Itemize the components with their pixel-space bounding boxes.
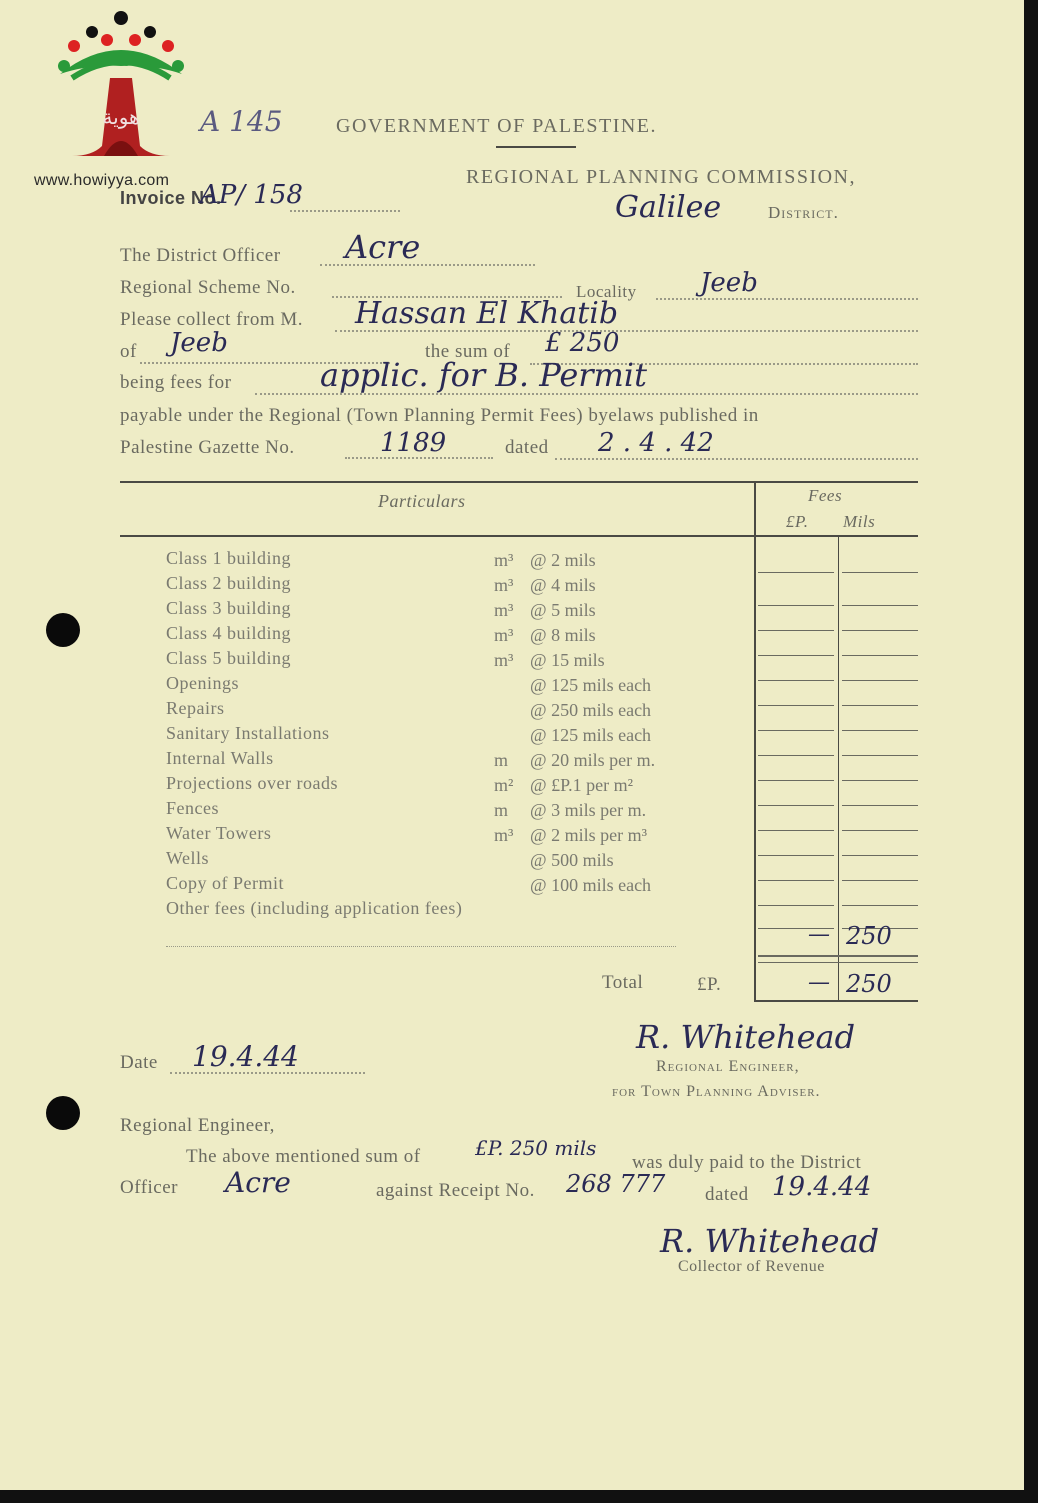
officer-label: Officer (120, 1177, 179, 1198)
fee-cell-line (758, 855, 834, 856)
fee-row-label: Other fees (including application fees) (166, 898, 463, 918)
fee-cell-line (758, 805, 834, 806)
fee-cell-line (758, 780, 834, 781)
dotted-line (555, 458, 918, 460)
scan-border-right (1024, 0, 1038, 1503)
officer-value: Acre (225, 1166, 291, 1199)
fee-row-label: Class 5 building (166, 648, 292, 668)
gazette-label: Palestine Gazette No. (120, 437, 295, 458)
fee-row-rate: @ 500 mils (530, 850, 614, 870)
lp-column-header: £P. (786, 512, 809, 531)
engineer-for-text: for Town Planning Adviser. (612, 1083, 821, 1100)
fee-row-unit: m³ (494, 600, 514, 620)
fee-row-label: Copy of Permit (166, 873, 284, 893)
fee-cell-line (842, 805, 918, 806)
engineer-signature: R. Whitehead (636, 1018, 856, 1056)
fee-row-rate: @ 5 mils (530, 600, 596, 620)
fee-cell-line (758, 655, 834, 656)
receipt-label: against Receipt No. (376, 1180, 535, 1201)
paid-sum-value: £P. 250 mils (475, 1136, 597, 1160)
other-fees-dotted-line (166, 946, 676, 947)
fee-row-rate: @ 100 mils each (530, 875, 652, 895)
archive-reference: A 145 (200, 105, 283, 138)
total-bottom-rule (754, 1000, 918, 1002)
district-officer-label: The District Officer (120, 245, 281, 266)
fee-row-unit: m (494, 750, 509, 770)
locality-label: Locality (576, 282, 637, 301)
being-fees-label: being fees for (120, 372, 232, 393)
commission-title: REGIONAL PLANNING COMMISSION, (466, 166, 856, 188)
fee-cell-line (842, 880, 918, 881)
fee-row-rate: @ £P.1 per m² (530, 775, 633, 795)
fee-cell-line (842, 680, 918, 681)
punch-hole (46, 613, 80, 647)
fee-row-unit: m (494, 800, 509, 820)
receipt-dated-label: dated (705, 1184, 749, 1205)
fee-cell-line (758, 955, 918, 957)
fee-cell-line (842, 705, 918, 706)
fee-cell-line (842, 755, 918, 756)
total-mils: 250 (846, 970, 892, 998)
fee-row-rate: @ 20 mils per m. (530, 750, 656, 770)
scan-border-bottom (0, 1490, 1038, 1503)
fee-row-label: Projections over roads (166, 773, 338, 793)
fee-row-label: Sanitary Installations (166, 723, 330, 743)
fee-cell-line (758, 880, 834, 881)
fee-row-unit: m³ (494, 825, 514, 845)
fee-row-label: Class 4 building (166, 623, 292, 643)
fee-cell-line (758, 605, 834, 606)
invoice-label: Invoice No. (120, 188, 222, 208)
title-underline (496, 146, 576, 148)
payable-text: payable under the Regional (Town Planning Permit Fees) byelaws published in (120, 405, 759, 426)
dotted-line (656, 298, 918, 300)
fee-row-unit: m³ (494, 550, 514, 570)
fees-header: Fees (808, 486, 843, 505)
dotted-line (290, 210, 400, 212)
fee-row-unit: m³ (494, 625, 514, 645)
fee-row-rate: @ 2 mils (530, 550, 596, 570)
fees-column-divider (754, 481, 756, 1002)
table-top-rule (120, 481, 918, 483)
invoice-number: AP/ 158 (200, 180, 303, 210)
fee-cell-line (758, 572, 834, 573)
of-value: Jeeb (170, 328, 228, 358)
total-label: Total (602, 972, 644, 993)
fee-cell-line (842, 630, 918, 631)
fee-row-label: Class 2 building (166, 573, 292, 593)
collector-title: Collector of Revenue (678, 1258, 825, 1275)
being-fees-value: applic. for B. Permit (320, 356, 647, 394)
other-fees-mils: 250 (846, 922, 892, 950)
fee-row-label: Class 3 building (166, 598, 292, 618)
sum-label: the sum of (425, 341, 511, 362)
gazette-date: 2 . 4 . 42 (598, 428, 714, 458)
paid-text-end: was duly paid to the District (632, 1152, 862, 1173)
fee-cell-line (758, 630, 834, 631)
dotted-line (170, 1072, 365, 1074)
dotted-line (345, 457, 493, 459)
collect-from-value: Hassan El Khatib (355, 296, 619, 331)
fee-row-unit: m² (494, 775, 514, 795)
fee-cell-line (842, 905, 918, 906)
paid-text-start: The above mentioned sum of (186, 1146, 421, 1167)
fee-row-label: Repairs (166, 698, 225, 718)
district-label: District. (768, 203, 839, 222)
fee-cell-line (758, 905, 834, 906)
fee-row-unit: m³ (494, 575, 514, 595)
fee-cell-line (842, 605, 918, 606)
fee-row-unit: m³ (494, 650, 514, 670)
other-fees-lp: — (808, 922, 830, 947)
gazette-number: 1189 (380, 428, 447, 458)
table-header-rule (120, 535, 918, 537)
fee-row-rate: @ 15 mils (530, 650, 605, 670)
dotted-line (320, 264, 535, 266)
svg-text:هوية: هوية (102, 105, 140, 129)
watermark-url: www.howiyya.com (34, 172, 170, 189)
government-title: GOVERNMENT OF PALESTINE. (336, 115, 658, 137)
date-label: Date (120, 1052, 158, 1073)
punch-hole (46, 1096, 80, 1130)
total-lp: — (808, 970, 830, 995)
fee-row-rate: @ 4 mils (530, 575, 596, 595)
collect-from-label: Please collect from M. (120, 309, 304, 330)
district-name: Galilee (615, 190, 722, 225)
howiyya-logo-icon (52, 6, 190, 176)
addressee-label: Regional Engineer, (120, 1115, 275, 1136)
fee-row-label: Internal Walls (166, 748, 274, 768)
locality-value: Jeeb (700, 268, 758, 298)
fee-cell-line (842, 730, 918, 731)
date-value: 19.4.44 (192, 1040, 299, 1073)
fee-cell-line (758, 705, 834, 706)
fee-row-rate: @ 125 mils each (530, 675, 652, 695)
fee-cell-line (758, 755, 834, 756)
dotted-line (255, 393, 918, 395)
fee-row-rate: @ 250 mils each (530, 700, 652, 720)
fee-row-label: Wells (166, 848, 210, 868)
fee-row-label: Class 1 building (166, 548, 292, 568)
fee-row-label: Water Towers (166, 823, 272, 843)
fee-cell-line (842, 780, 918, 781)
fee-cell-line (842, 572, 918, 573)
total-unit: £P. (697, 974, 722, 995)
regional-scheme-label: Regional Scheme No. (120, 277, 296, 298)
engineer-title: Regional Engineer, (656, 1058, 800, 1075)
fee-cell-line (758, 730, 834, 731)
of-label: of (120, 341, 137, 362)
fee-row-rate: @ 2 mils per m³ (530, 825, 647, 845)
district-officer-value: Acre (345, 228, 421, 266)
fee-row-rate: @ 125 mils each (530, 725, 652, 745)
mils-column-divider (838, 537, 839, 1002)
mils-column-header: Mils (843, 512, 876, 531)
sum-value: £ 250 (545, 328, 620, 358)
fee-cell-line (758, 680, 834, 681)
fee-row-rate: @ 8 mils (530, 625, 596, 645)
dotted-line (335, 330, 918, 332)
dated-label: dated (505, 437, 549, 458)
fee-cell-line (842, 855, 918, 856)
particulars-header: Particulars (378, 491, 466, 511)
fee-row-rate: @ 3 mils per m. (530, 800, 647, 820)
fee-row-label: Fences (166, 798, 219, 818)
receipt-date: 19.4.44 (772, 1172, 872, 1202)
fee-cell-line (758, 962, 918, 963)
fee-cell-line (842, 655, 918, 656)
collector-signature: R. Whitehead (660, 1222, 880, 1260)
fee-row-label: Openings (166, 673, 239, 693)
receipt-number: 268 777 (566, 1170, 666, 1198)
fee-cell-line (758, 830, 834, 831)
fee-cell-line (842, 830, 918, 831)
